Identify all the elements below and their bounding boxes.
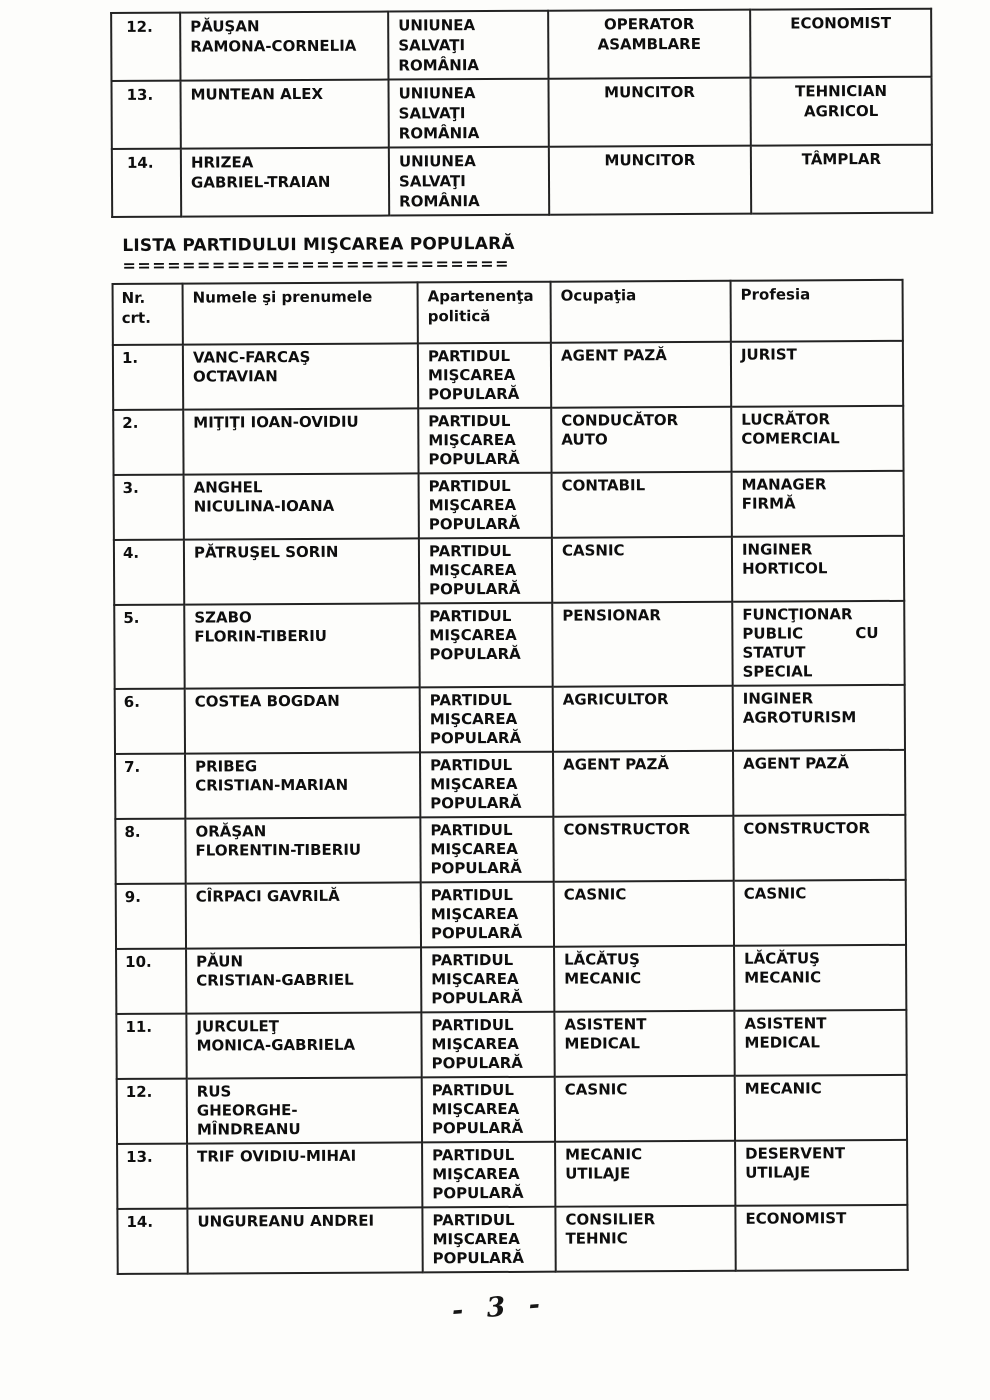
cell-nr: 4.: [114, 540, 184, 605]
table-row: [116, 880, 906, 949]
table-row: [113, 406, 903, 475]
table-row: [117, 1140, 907, 1209]
cell-occupation: LĂCĂTUŞ MECANIC: [554, 946, 734, 1012]
cell-nr: 8.: [115, 819, 185, 884]
cell-profession: CASNIC: [734, 880, 906, 946]
cell-party: PARTIDUL MIŞCAREA POPULARĂ: [420, 817, 553, 883]
cell-name: MUNTEAN ALEX: [180, 80, 388, 149]
cell-name: TRIF OVIDIU-MIHAI: [187, 1142, 422, 1208]
cell-occupation: MUNCITOR: [549, 146, 751, 215]
cell-profession: INGINER HORTICOL: [732, 536, 904, 602]
cell-name: HRIZEA GABRIEL-TRAIAN: [181, 148, 389, 217]
cell-party: PARTIDUL MIŞCAREA POPULARĂ: [422, 1077, 555, 1143]
list-section-heading: [122, 234, 515, 274]
cell-occupation: MECANIC UTILAJE: [555, 1141, 735, 1207]
cell-party: PARTIDUL MIŞCAREA POPULARĂ: [419, 538, 552, 604]
cell-party: PARTIDUL MIŞCAREA POPULARĂ: [421, 882, 554, 948]
cell-nr: 14.: [117, 1209, 187, 1274]
cell-name: MIŢIŢI IOAN-OVIDIU: [183, 408, 418, 474]
cell-party: PARTIDUL MIŞCAREA POPULARĂ: [419, 473, 552, 539]
col-header-occupation: Ocupaţia: [551, 281, 731, 343]
cell-nr: 1.: [113, 345, 183, 410]
list-title: LISTA PARTIDULUI MIŞCAREA POPULARĂ: [122, 233, 515, 256]
cell-profession: FUNCŢIONAR PUBLIC CU STATUT SPECIAL: [732, 601, 904, 686]
cell-party: PARTIDUL MIŞCAREA POPULARĂ: [422, 1207, 555, 1273]
table-row: [117, 1075, 907, 1144]
cell-name: VANC-FARCAŞ OCTAVIAN: [183, 343, 418, 409]
cell-nr: 9.: [116, 884, 186, 949]
cell-occupation: CONSTRUCTOR: [553, 816, 733, 882]
cell-name: UNGUREANU ANDREI: [187, 1207, 422, 1273]
cell-profession: TÂMPLAR: [751, 145, 932, 214]
cell-profession: ECONOMIST: [750, 9, 931, 78]
table-row: [115, 685, 905, 754]
cell-profession: ECONOMIST: [735, 1205, 907, 1271]
cell-occupation: AGENT PAZĂ: [553, 751, 733, 817]
cell-party: PARTIDUL MIŞCAREA POPULARĂ: [418, 408, 551, 474]
cell-name: ORĂŞAN FLORENTIN-TIBERIU: [185, 817, 420, 883]
cell-occupation: MUNCITOR: [548, 78, 750, 147]
cell-party: UNIUNEA SALVAŢI ROMÂNIA: [388, 11, 548, 80]
cell-party: PARTIDUL MIŞCAREA POPULARĂ: [422, 1142, 555, 1208]
cell-name: PĂTRUŞEL SORIN: [184, 538, 419, 604]
cell-occupation: CASNIC: [555, 1076, 735, 1142]
cell-profession: DESERVENT UTILAJE: [735, 1140, 907, 1206]
cell-party: UNIUNEA SALVAŢI ROMÂNIA: [388, 79, 548, 148]
col-header-party: Apartenenţa politică: [418, 282, 551, 344]
table-row: [111, 77, 931, 149]
cell-occupation: AGRICULTOR: [553, 686, 733, 752]
table-row: [116, 1010, 906, 1079]
table-row: [114, 536, 904, 605]
cell-occupation: OPERATOR ASAMBLARE: [548, 10, 750, 79]
header-row: [113, 280, 903, 345]
cell-name: RUS GHEORGHE- MÎNDREANU: [187, 1077, 422, 1143]
cell-name: COSTEA BOGDAN: [185, 687, 420, 753]
table-row: [113, 341, 903, 410]
page-footer: [4, 1289, 990, 1325]
cell-name: CÎRPACI GAVRILĂ: [186, 882, 421, 948]
cell-nr: 3.: [114, 475, 184, 540]
cell-occupation: AGENT PAZĂ: [551, 342, 731, 408]
cell-profession: MECANIC: [735, 1075, 907, 1141]
cell-profession: MANAGER FIRMĂ: [732, 471, 904, 537]
pmp-table-body: [113, 341, 908, 1274]
cell-occupation: CASNIC: [552, 537, 732, 603]
table-row: [115, 750, 905, 819]
pmp-table-header: [113, 280, 903, 345]
cell-occupation: ASISTENT MEDICAL: [554, 1011, 734, 1077]
cell-party: PARTIDUL MIŞCAREA POPULARĂ: [419, 603, 552, 688]
page-number: - 3 -: [450, 1288, 548, 1327]
cell-nr: 14.: [112, 149, 181, 217]
cell-nr: 7.: [115, 754, 185, 819]
cell-nr: 13.: [111, 81, 180, 149]
cell-nr: 2.: [113, 410, 183, 475]
cell-profession: ASISTENT MEDICAL: [734, 1010, 906, 1076]
cell-party: PARTIDUL MIŞCAREA POPULARĂ: [420, 752, 553, 818]
pmp-candidates-table: [112, 279, 909, 1275]
cell-nr: 5.: [114, 605, 184, 689]
cell-profession: TEHNICIAN AGRICOL: [750, 77, 931, 146]
cell-nr: 12.: [117, 1079, 187, 1144]
cell-profession: JURIST: [731, 341, 903, 407]
table-row: [114, 601, 904, 689]
table-row: [116, 945, 906, 1014]
cell-profession: AGENT PAZĂ: [733, 750, 905, 816]
cell-nr: 11.: [116, 1014, 186, 1079]
cell-party: UNIUNEA SALVAŢI ROMÂNIA: [389, 147, 549, 216]
table-row: [115, 815, 905, 884]
cell-party: PARTIDUL MIŞCAREA POPULARĂ: [421, 947, 554, 1013]
cell-nr: 13.: [117, 1144, 187, 1209]
cell-party: PARTIDUL MIŞCAREA POPULARĂ: [421, 1012, 554, 1078]
col-header-profession: Profesia: [731, 280, 903, 342]
cell-name: ANGHEL NICULINA-IOANA: [184, 473, 419, 539]
cell-profession: LĂCĂTUŞ MECANIC: [734, 945, 906, 1011]
cell-nr: 12.: [111, 13, 180, 81]
col-header-nr: Nr. crt.: [113, 284, 183, 345]
col-header-name: Numele şi prenumele: [183, 282, 418, 344]
cell-party: PARTIDUL MIŞCAREA POPULARĂ: [418, 343, 551, 409]
cell-occupation: CASNIC: [554, 881, 734, 947]
table-row: [111, 9, 931, 81]
cell-nr: 10.: [116, 949, 186, 1014]
continuation-table-body: [111, 9, 932, 217]
cell-occupation: CONTABIL: [552, 472, 732, 538]
cell-occupation: PENSIONAR: [552, 602, 732, 687]
cell-occupation: CONDUCĂTOR AUTO: [551, 407, 731, 473]
cell-name: SZABO FLORIN-TIBERIU: [184, 603, 419, 688]
cell-name: PĂUN CRISTIAN-GABRIEL: [186, 947, 421, 1013]
table-row: [112, 145, 932, 217]
cell-profession: LUCRĂTOR COMERCIAL: [731, 406, 903, 472]
cell-nr: 6.: [115, 689, 185, 754]
table-row: [114, 471, 904, 540]
cell-name: PĂUŞAN RAMONA-CORNELIA: [180, 12, 388, 81]
cell-profession: CONSTRUCTOR: [733, 815, 905, 881]
cell-occupation: CONSILIER TEHNIC: [555, 1206, 735, 1272]
continuation-table: [110, 8, 933, 218]
table-row: [117, 1205, 907, 1274]
cell-name: JURCULEŢ MONICA-GABRIELA: [186, 1012, 421, 1078]
cell-party: PARTIDUL MIŞCAREA POPULARĂ: [420, 687, 553, 753]
cell-profession: INGINER AGROTURISM: [733, 685, 905, 751]
cell-name: PRIBEG CRISTIAN-MARIAN: [185, 752, 420, 818]
title-underline: ==========================: [122, 253, 511, 275]
